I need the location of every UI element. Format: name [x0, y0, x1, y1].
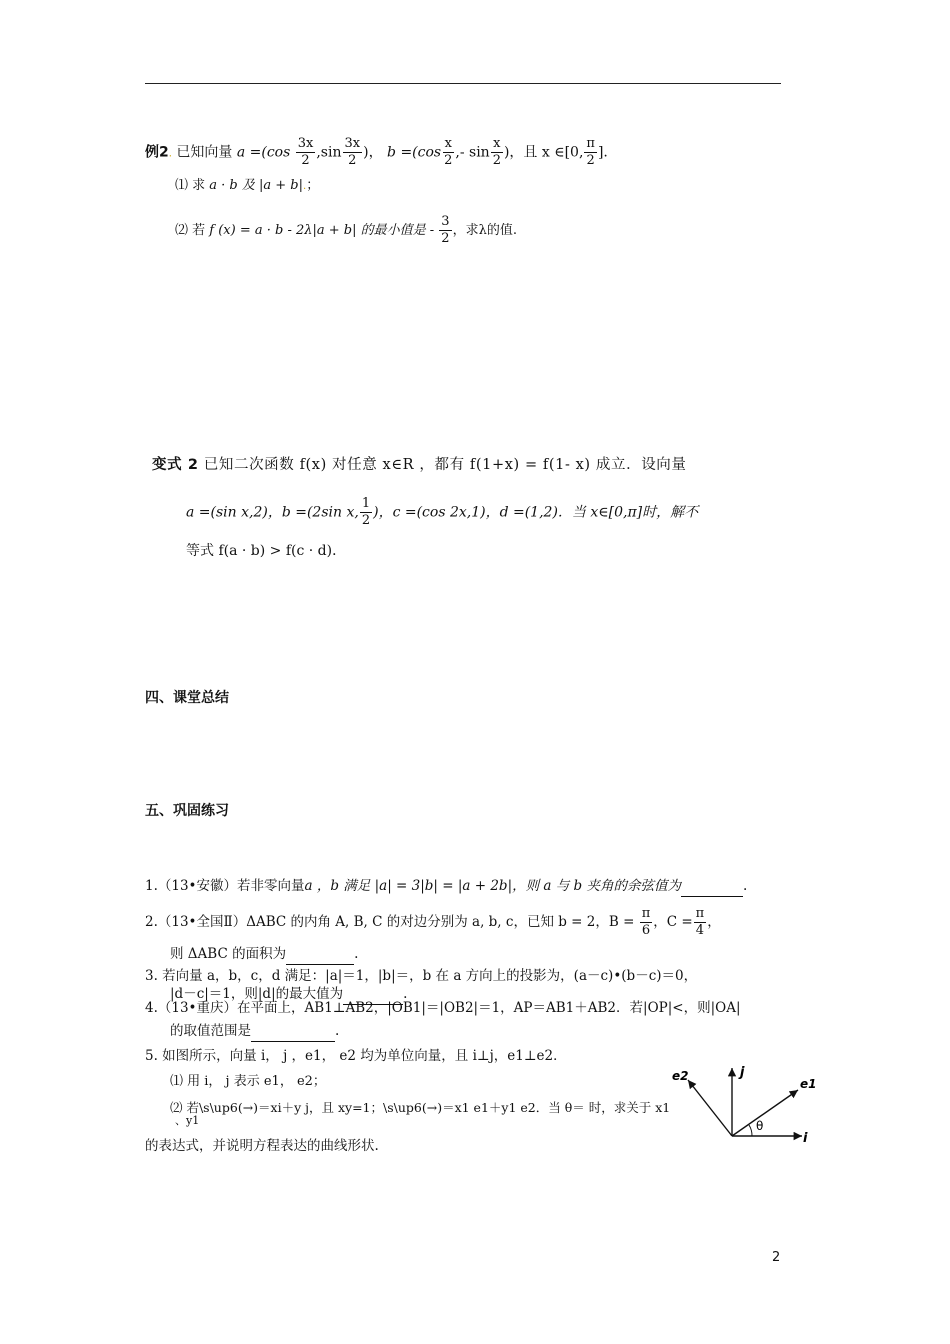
vector-figure: [660, 1050, 820, 1150]
example-2-statement: 例2. 已知向量 a =(cos $\frac{3x}{2}$ ,sin $\frac{3x}{2}$ )， b =(cos $\frac{x}{2}$ ,- sin $\frac{x}{2}$ )，且 x ∈[0, $\frac{\pi}{2}$ ].: [145, 136, 608, 168]
page-number: 2: [772, 1250, 781, 1265]
exercise-3-line-2: |d－c|＝1，则|d|的最大值为 .: [170, 984, 407, 1005]
fraction: $\frac{3x}{2}$: [297, 136, 314, 168]
exercise-5-part-2-end: 的表达式，并说明方程表达的曲线形状.: [145, 1138, 379, 1154]
exercise-5-part-2: ⑵ 若\s\up6(→)＝xi＋y j，且 xy=1；\s\up6(→)＝x1 e1＋y1 e2．当 θ＝ 时，求关于 x1: [170, 1100, 671, 1115]
header-rule: [145, 83, 781, 84]
example-2-question-1: ⑴ 求 a · b 及 |a + b|.；: [175, 178, 320, 193]
answer-blank: [251, 1021, 335, 1042]
answer-blank: [286, 944, 354, 965]
vector-e2-arrow: [688, 1080, 732, 1136]
example-lead: 已知向量: [176, 144, 233, 161]
exercise-4: 4.（13•重庆）在平面上，AB1⊥AB2，|OB1|＝|OB2|＝1，AP＝AB1＋AB2．若|OP|<，则|OA|: [145, 1000, 741, 1016]
example-2-question-2: ⑵ 若 f (x) = a · b - 2λ|a + b| 的最小值是 - $\frac{3}{2}$ ，求λ的值.: [175, 214, 517, 246]
label-i: i: [803, 1131, 808, 1146]
label-e1: e1: [800, 1077, 817, 1091]
fraction: $\frac{\pi}{4}$: [695, 906, 705, 938]
fraction: $\frac{x}{2}$: [444, 136, 453, 168]
fraction: $\frac{\pi}{6}$: [641, 906, 651, 938]
variant-label: 变式 2: [152, 457, 199, 473]
exercise-4-line-2: 的取值范围是 .: [170, 1021, 339, 1042]
label-j: j: [740, 1065, 745, 1080]
variant-2-line-1: 变式 2 已知二次函数 f(x) 对任意 x∈R ，都有 f(1+x) = f(1- x) 成立．设向量: [152, 457, 687, 473]
vector-e1-arrow: [732, 1090, 798, 1136]
fraction: $\frac{3}{2}$: [441, 214, 450, 246]
label-e2: e2: [672, 1069, 689, 1083]
exercise-3: 3. 若向量 a，b，c，d 满足：|a|＝1，|b|＝，b 在 a 方向上的投影为，(a－c)•(b－c)＝0，: [145, 968, 698, 984]
label-theta: θ: [756, 1119, 764, 1133]
example-label: 例2: [145, 144, 169, 161]
fraction: $\frac{\pi}{2}$: [586, 136, 595, 168]
exercise-1: 1.（13•安徽）若非零向量a ，b 满足 |a| = 3|b| = |a + 2b|，则 a 与 b 夹角的余弦值为 .: [145, 876, 747, 897]
variant-2-line-2: a =(sin x,2)，b =(2sin x, $\frac{1}{2}$ )，c =(cos 2x,1)，d =(1,2)．当 x∈[0,π]时，解不: [186, 496, 699, 528]
answer-blank: [681, 876, 743, 897]
exercise-2: 2.（13•全国Ⅱ）ΔABC 的内角 A, B, C 的对边分别为 a, b, c，已知 b = 2，B = $\frac{\pi}{6}$ ，C = $\frac{\pi}{4}$ ，: [145, 906, 721, 938]
exercise-5-part-1: ⑴ 用 i， j 表示 e1， e2；: [170, 1074, 326, 1089]
exercise-5-subscript: 、y1: [175, 1114, 200, 1127]
section-heading-practice: 五、巩固练习: [145, 803, 229, 819]
exercise-2-line-2: 则 ΔABC 的面积为 .: [170, 944, 358, 965]
fraction: $\frac{3x}{2}$: [344, 136, 361, 168]
angle-theta-arc: [749, 1125, 752, 1136]
section-heading-summary: 四、课堂总结: [145, 690, 229, 706]
exercise-5: 5. 如图所示，向量 i， j ，e1， e2 均为单位向量，且 i⊥j，e1⊥e2．: [145, 1048, 567, 1064]
fraction: $\frac{1}{2}$: [361, 496, 371, 528]
fraction: $\frac{x}{2}$: [492, 136, 501, 168]
variant-2-line-3: 等式 f(a · b) > f(c · d)．: [186, 543, 347, 559]
